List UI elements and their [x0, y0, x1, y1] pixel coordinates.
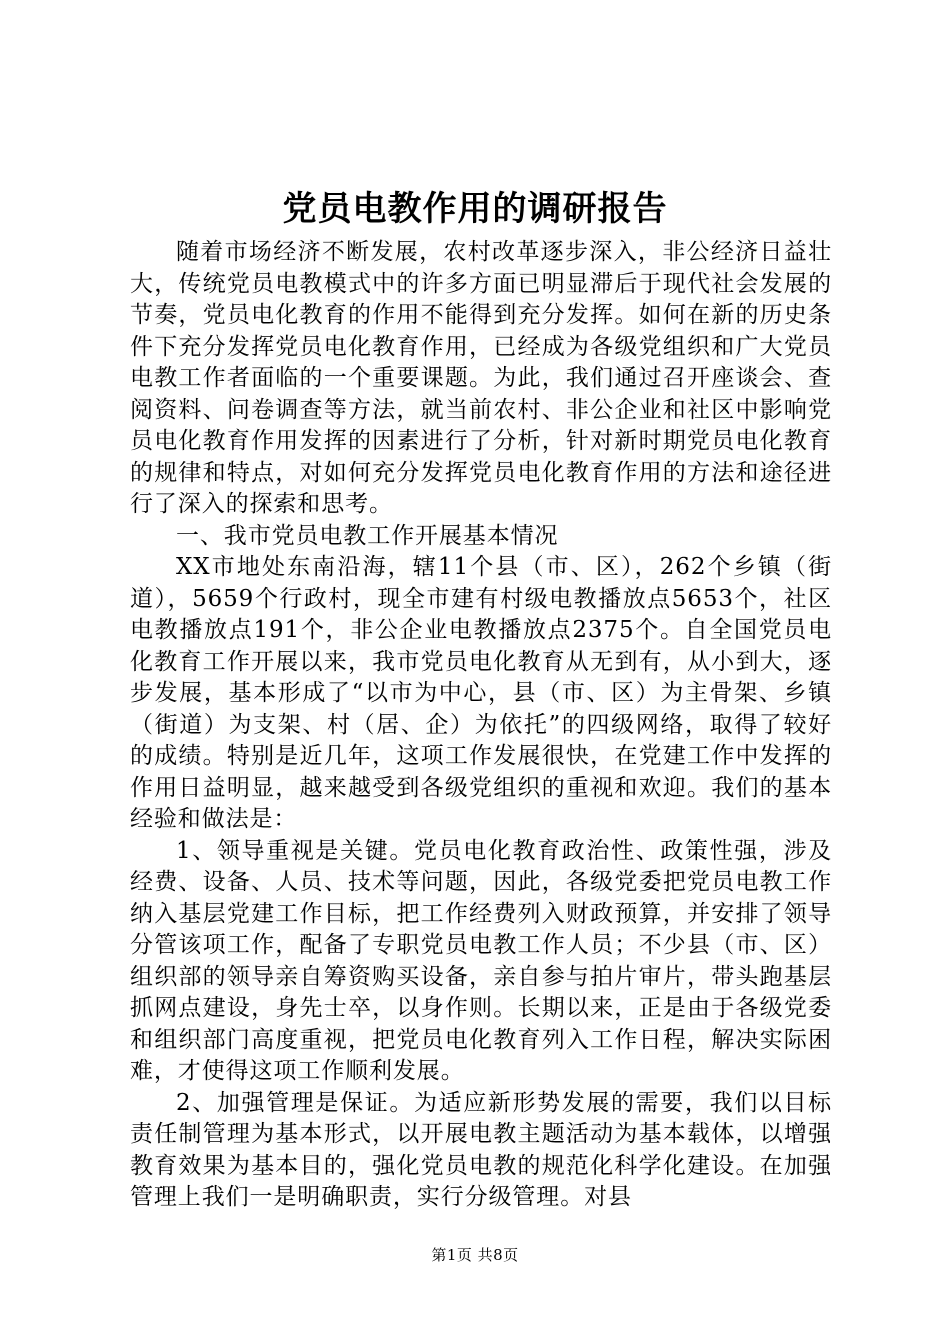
page-title: 党员电教作用的调研报告 [282, 189, 668, 229]
leadership-paragraph: 1、领导重视是关键。党员电化教育政治性、政策性强，涉及经费、设备、人员、技术等问题，因此，各级党委把党员电教工作纳入基层党建工作目标，把工作经费列入财政预算，并安排了领导分管该项工作，配备了专职党员电教工作人员；不少县（市、区）组织部的领导亲自筹资购买设备，亲自参与拍片审片，带头跑基层抓网点建设，身先士卒，以身作则。长期以来，正是由于各级党委和组织部门高度重视，把党员电化教育列入工作日程，解决实际困难，才使得这项工作顺利发展。 [130, 837, 832, 1084]
document-body [130, 237, 832, 1214]
situation-paragraph: XX市地处东南沿海，辖11个县（市、区），262个乡镇（街道），5659个行政村，现全市建有村级电教播放点5653个，社区电教播放点191个，非公企业电教播放点2375个。自全国党员电化教育工作开展以来，我市党员电化教育从无到有，从小到大，逐步发展，基本形成了“以市为中心，县（市、区）为主骨架、乡镇（街道）为支架、村（居、企）为依托”的四级网络，取得了较好的成绩。特别是近几年，这项工作发展很快，在党建工作中发挥的作用日益明显，越来越受到各级党组织的重视和欢迎。我们的基本经验和做法是： [130, 554, 832, 832]
management-paragraph: 2、加强管理是保证。为适应新形势发展的需要，我们以目标责任制管理为基本形式，以开展电教主题活动为基本载体，以增强教育效果为基本目的，强化党员电教的规范化科学化建设。在加强管理上我们一是明确职责，实行分级管理。对县 [130, 1089, 832, 1210]
intro-paragraph: 随着市场经济不断发展，农村改革逐步深入，非公经济日益壮大，传统党员电教模式中的许多方面已明显滞后于现代社会发展的节奏，党员电化教育的作用不能得到充分发挥。如何在新的历史条件下充分发挥党员电化教育作用，已经成为各级党组织和广大党员电教工作者面临的一个重要课题。为此，我们通过召开座谈会、查阅资料、问卷调查等方法，就当前农村、非公企业和社区中影响党员电化教育作用发挥的因素进行了分析，针对新时期党员电化教育的规律和特点，对如何充分发挥党员电化教育作用的方法和途径进行了深入的探索和思考。 [130, 239, 832, 517]
section-heading-1: 一、我市党员电教工作开展基本情况 [176, 522, 559, 549]
page-number: 第1页 共8页 [431, 1246, 519, 1264]
